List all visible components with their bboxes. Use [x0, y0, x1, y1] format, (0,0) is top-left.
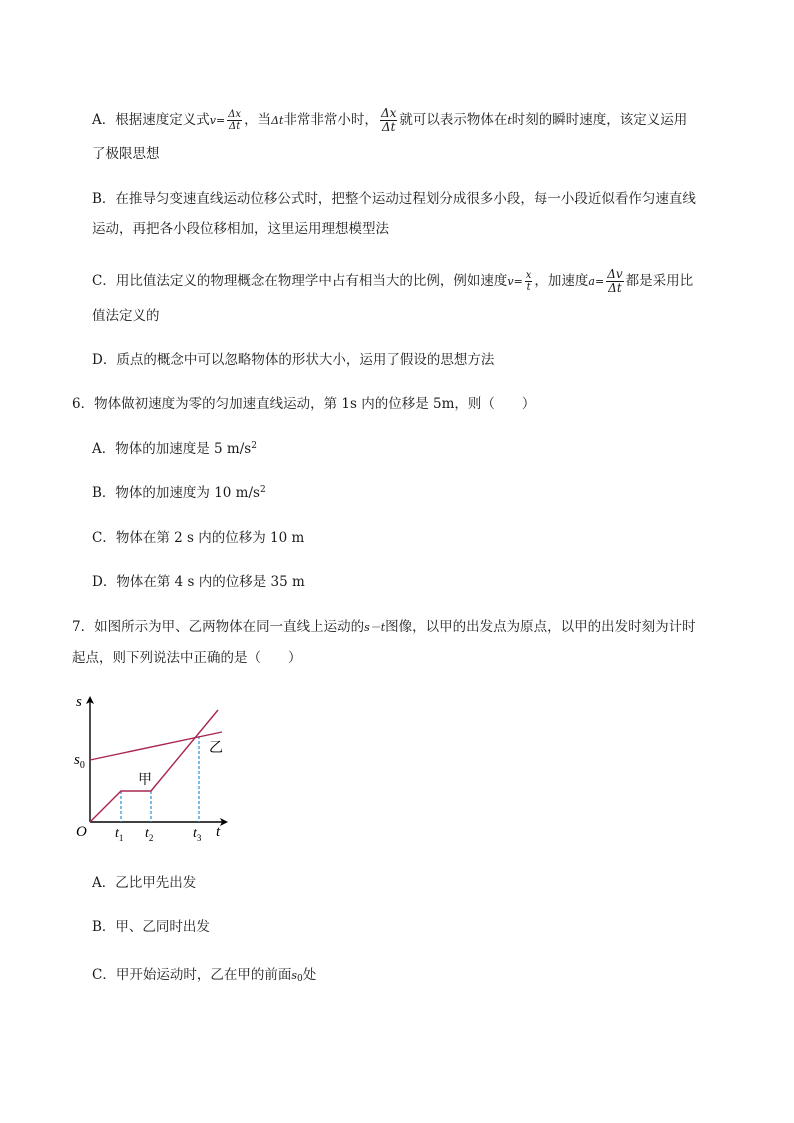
q5-a-text-mid2: 非常非常小时， — [283, 112, 378, 128]
label-jia: 甲 — [138, 773, 152, 788]
q7-stem-line1 — [72, 617, 696, 638]
q5-c-frac2-num: Δv — [607, 267, 623, 281]
q5-c-var-a: a — [588, 275, 595, 288]
q7-option-c — [92, 965, 316, 986]
t3-main: t — [193, 826, 197, 841]
q6-option-c: C．物体在第 2 s 内的位移为 10 m — [92, 530, 305, 546]
q7-st-graph — [66, 688, 242, 848]
q5-c-eq: = — [513, 275, 523, 288]
q7-c-text-pre: C．甲开始运动时，乙在甲的前面 — [92, 967, 292, 983]
q5-c-text-post: 都是采用比 — [625, 273, 694, 289]
q6-a-text: A．物体的加速度是 5 m/s — [92, 441, 252, 457]
q6-stem: 6．物体做初速度为零的匀加速直线运动，第 1s 内的位移是 5m，则（ ） — [72, 396, 536, 412]
t3-sub: 3 — [196, 833, 202, 843]
t1-sub: 1 — [118, 833, 124, 843]
s0-label — [74, 752, 85, 771]
q5-a-frac2-num: Δx — [380, 106, 397, 120]
q7-c-text-post: 处 — [302, 967, 317, 983]
q5-a-eq: = — [215, 114, 226, 127]
q6-b-text: B．物体的加速度为 10 m/s — [92, 485, 260, 501]
q5-c-var-v: v — [507, 275, 514, 288]
q7-stem-st: s－t — [364, 621, 386, 634]
q5-option-d: D．质点的概念中可以忽略物体的形状大小，运用了假设的思想方法 — [92, 352, 495, 368]
q5-option-b-line1: B．在推导匀变速直线运动位移公式时，把整个运动过程划分成很多小段，每一小段近似看作匀速直线 — [92, 191, 696, 207]
q7-option-a: A．乙比甲先出发 — [92, 875, 197, 891]
t2-main: t — [145, 826, 149, 841]
line-yi — [90, 732, 222, 760]
q5-a-fraction-2 — [380, 107, 397, 134]
q5-option-c-line1 — [92, 268, 693, 295]
q5-a-var-t: t — [507, 114, 512, 127]
q5-a-frac1-num: Δx — [228, 109, 242, 120]
axis-label-t: t — [216, 824, 221, 840]
q5-a-var-v: v — [209, 114, 216, 127]
t1-label — [115, 826, 123, 843]
q5-a-text-mid3: 就可以表示物体在 — [399, 112, 508, 128]
q5-c-frac2-den: Δt — [608, 281, 622, 295]
q5-option-a-line2: 了极限思想 — [92, 146, 160, 162]
axis-label-s: s — [76, 694, 82, 710]
t2-sub: 2 — [148, 833, 154, 843]
q7-c-var-s: s — [291, 969, 297, 982]
q5-c-text-pre: C．用比值法定义的物理概念在物理学中占有相当大的比例，例如速度 — [92, 273, 508, 289]
q5-c-text-mid: ，加速度 — [534, 273, 589, 289]
q6-option-a — [92, 439, 257, 459]
s0-main: s — [74, 752, 80, 768]
q5-option-c-line2: 值法定义的 — [92, 308, 160, 324]
q7-stem-post: 图像，以甲的出发点为原点，以甲的出发时刻为计时 — [385, 619, 696, 635]
q5-c-eq2: = — [594, 275, 605, 288]
label-yi: 乙 — [209, 741, 223, 756]
t3-label — [193, 826, 202, 843]
q7-stem-pre: 7．如图所示为甲、乙两物体在同一直线上运动的 — [72, 619, 365, 635]
origin-label: O — [76, 824, 87, 840]
q5-option-b-line2: 运动，再把各小段位移相加，这里运用理想模型法 — [92, 221, 389, 237]
q5-a-text-mid1: ，当 — [244, 112, 272, 128]
s0-sub: 0 — [79, 760, 85, 771]
q5-c-frac1-den: t — [526, 282, 531, 293]
q5-a-text-post: 时刻的瞬时速度，该定义运用 — [511, 112, 688, 128]
q5-c-frac1-num: x — [525, 270, 532, 281]
q6-option-b — [92, 483, 266, 503]
q5-option-a-line1 — [92, 107, 687, 134]
q6-a-sup: 2 — [251, 441, 257, 451]
q5-a-fraction-1 — [227, 109, 242, 132]
q5-a-frac1-den: Δt — [229, 121, 241, 132]
q6-b-sup: 2 — [259, 485, 266, 495]
q5-a-dt: Δt — [271, 114, 284, 127]
q5-a-frac2-den: Δt — [381, 120, 396, 134]
q7-stem-line2: 起点，则下列说法中正确的是（ ） — [72, 650, 302, 666]
q7-c-sub: 0 — [297, 974, 303, 984]
t2-label — [145, 826, 153, 843]
q5-c-fraction-1 — [525, 270, 533, 293]
q5-a-text-pre: A．根据速度定义式 — [92, 112, 210, 128]
t1-main: t — [115, 826, 119, 841]
q7-option-b: B．甲、乙同时出发 — [92, 919, 210, 935]
q6-option-d: D．物体在第 4 s 内的位移是 35 m — [92, 574, 305, 590]
q5-c-fraction-2 — [606, 268, 623, 295]
